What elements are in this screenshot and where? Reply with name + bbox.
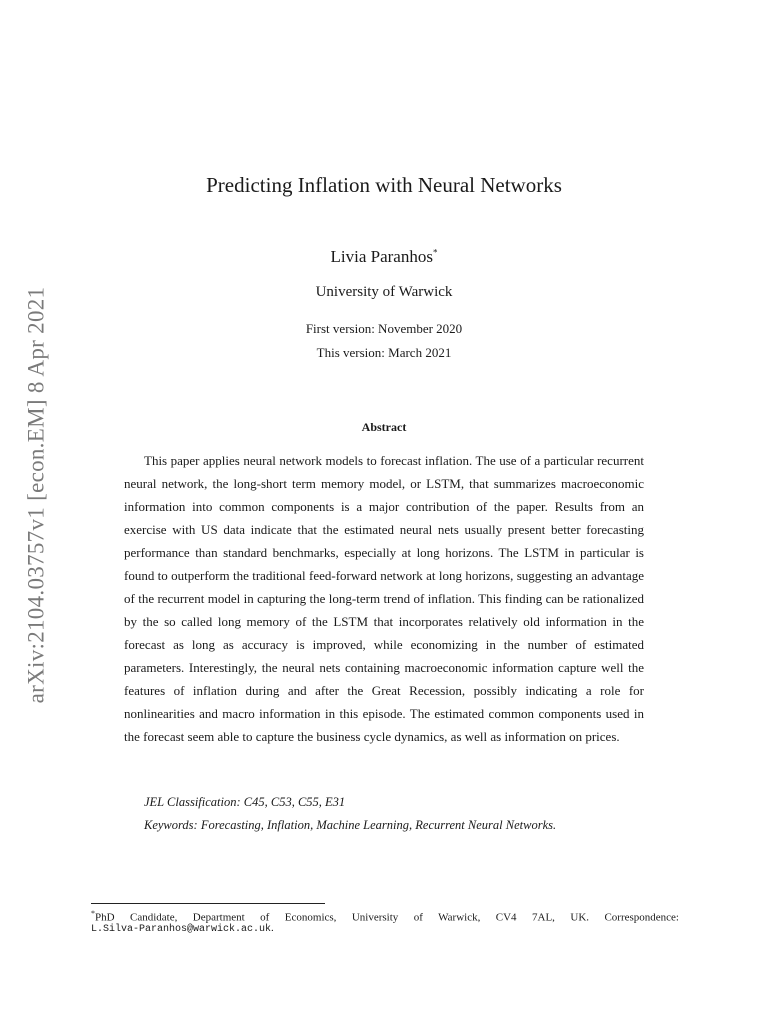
paper-title: Predicting Inflation with Neural Networks [206,173,562,197]
correspondence-email[interactable]: L.Silva-Paranhos@warwick.ac.uk [91,924,272,935]
footnote-email-line [91,920,274,938]
footnote-mark: * [91,909,95,918]
keywords: Keywords: Forecasting, Inflation, Machine Learning, Recurrent Neural Networks. [144,818,557,832]
author-footnote-mark: * [432,247,438,258]
footnote-rule [91,903,325,904]
author-line [0,247,768,267]
first-version-date: First version: November 2020 [305,321,463,336]
current-version-date: This version: March 2021 [316,345,452,360]
footnote-end-period: . [271,922,274,934]
arxiv-identifier-text: arXiv:2104.03757v1 [econ.EM] 8 Apr 2021 [23,286,49,704]
abstract-body: This paper applies neural network models to forecast inflation. The use of a particular recurrent neural network, the long-short term memory model, or LSTM, that summarizes macroeconomic information into common components is a major contribution of the paper. Results from an exercise with US data indicate that the estimated neural nets usually present better forecasting performance than standard benchmarks, especially at long horizons. The LSTM in particular is found to outperform the traditional feed-forward network at long horizons, suggesting an advantage of the recurrent model in capturing the long-term trend of inflation. This finding can be rationalized by the so called long memory of the LSTM that incorporates relatively old information in the forecast as long as accuracy is improved, while economizing in the number of estimated parameters. Interestingly, the neural nets containing macroeconomic information capture well the features of inflation during and after the Great Recession, possibly indicating a role for nonlinearities and macro information in this episode. The estimated common components used in the forecast seem able to capture the business cycle dynamics, as well as information on prices. [124,453,644,744]
abstract-heading: Abstract [361,420,407,434]
jel-classification: JEL Classification: C45, C53, C55, E31 [144,795,346,809]
author-name: Livia Paranhos [330,247,433,266]
footnote-body: PhD Candidate, Department of Economics, University of Warwick, CV4 7AL, UK. Correspondence: [95,911,679,924]
author-affiliation: University of Warwick [315,284,453,300]
